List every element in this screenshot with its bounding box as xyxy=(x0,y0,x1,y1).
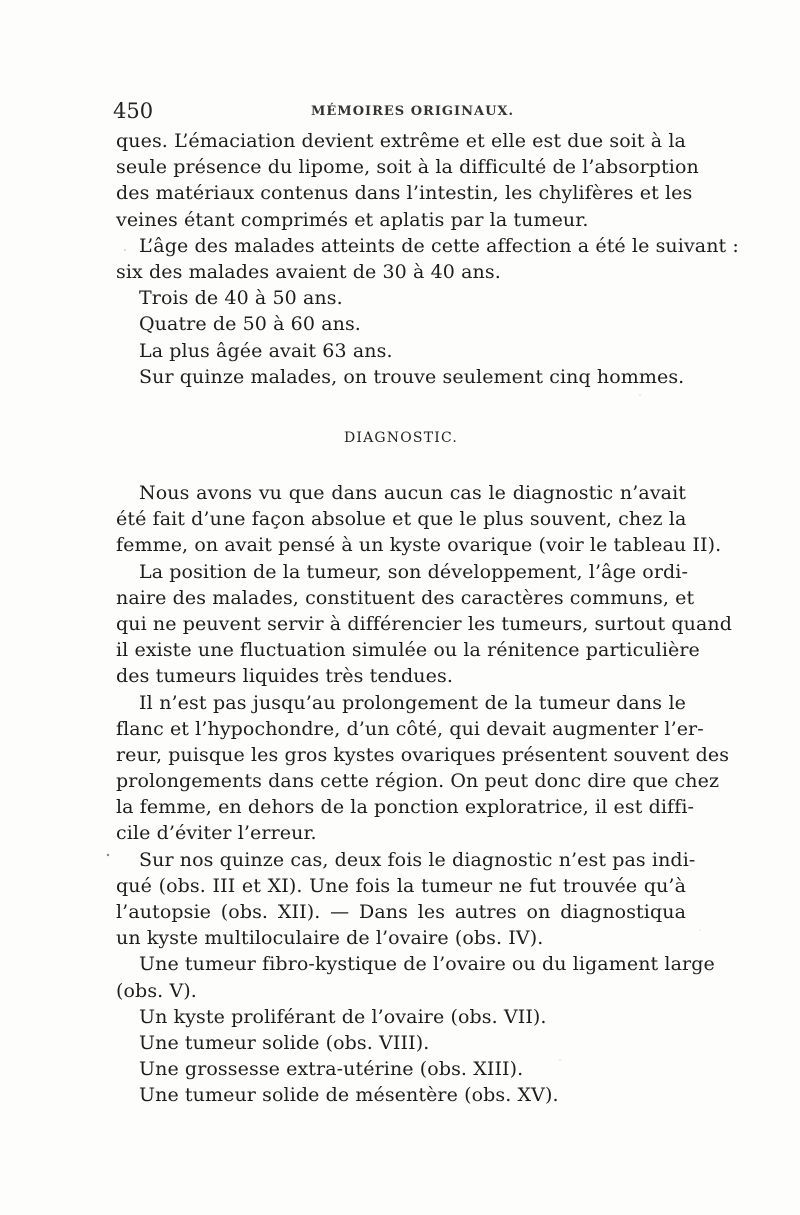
text-line: Une tumeur fibro-kystique de l’ovaire ou du ligament large xyxy=(139,953,715,976)
text-line: ques. L’émaciation devient extrême et elle est due soit à la xyxy=(116,130,686,152)
text-line: cile d’éviter l’erreur. xyxy=(116,822,317,845)
text-line: L’âge des malades atteints de cette affection a été le suivant : xyxy=(139,234,739,257)
text-line: Quatre de 50 à 60 ans. xyxy=(139,313,361,336)
text-line: Sur nos quinze cas, deux fois le diagnostic n’est pas indi- xyxy=(139,848,696,871)
text-line: il existe une fluctuation simulée ou la rénitence particulière xyxy=(116,639,700,662)
text-line: flanc et l’hypochondre, d’un côté, qui devait augmenter l’er- xyxy=(116,717,704,740)
body-text-section-1 xyxy=(116,128,739,390)
text-line: (obs. V). xyxy=(116,979,197,1002)
text-line: Nous avons vu que dans aucun cas le diagnostic n’avait xyxy=(139,482,686,504)
text-line: La position de la tumeur, son développement, l’âge ordi- xyxy=(139,560,688,583)
text-line: prolongements dans cette région. On peut donc dire que chez xyxy=(116,770,720,793)
text-line: qué (obs. III et XI). Une fois la tumeur ne fut trouvée qu’à xyxy=(116,874,686,897)
text-line: femme, on avait pensé à un kyste ovarique (voir le tableau II). xyxy=(116,534,722,557)
text-line: naire des malades, constituent des caractères communs, et xyxy=(116,586,695,609)
body-text-section-2 xyxy=(116,480,733,1109)
running-head xyxy=(113,98,688,124)
text-line: des matériaux contenus dans l’intestin, les chylifères et les xyxy=(116,182,693,205)
text-line: Une grossesse extra-utérine (obs. XIII). xyxy=(139,1058,524,1081)
text-line: Trois de 40 à 50 ans. xyxy=(139,287,343,310)
text-line: Un kyste proliférant de l’ovaire (obs. VII). xyxy=(139,1005,547,1028)
text-line: Sur quinze malades, on trouve seulement cinq hommes. xyxy=(139,365,685,388)
text-line: La plus âgée avait 63 ans. xyxy=(139,339,393,362)
text-line: seule présence du lipome, soit à la difficulté de l’absorption xyxy=(116,156,699,179)
text-line: veines étant comprimés et aplatis par la tumeur. xyxy=(116,208,589,231)
text-line: des tumeurs liquides très tendues. xyxy=(116,665,453,688)
running-title: MÉMOIRES ORIGINAUX. xyxy=(311,104,515,119)
text-line: la femme, en dehors de la ponction exploratrice, il est diffi- xyxy=(116,796,695,819)
text-line: Une tumeur solide (obs. VIII). xyxy=(139,1031,430,1054)
text-line: Une tumeur solide de mésentère (obs. XV). xyxy=(139,1084,559,1107)
text-line: l’autopsie (obs. XII). — Dans les autres on diagnostiqua xyxy=(116,901,686,923)
text-line: qui ne peuvent servir à différencier les tumeurs, surtout quand xyxy=(116,612,733,635)
section-heading-diagnostic: DIAGNOSTIC. xyxy=(343,430,459,446)
text-line: un kyste multiloculaire de l’ovaire (obs. IV). xyxy=(116,927,544,950)
text-line: été fait d’une façon absolue et que le plus souvent, chez la xyxy=(116,508,687,531)
text-line: six des malades avaient de 30 à 40 ans. xyxy=(116,260,501,283)
page-number: 450 xyxy=(113,99,154,123)
text-line: Il n’est pas jusqu’au prolongement de la tumeur dans le xyxy=(139,691,686,714)
text-line: reur, puisque les gros kystes ovariques présentent souvent des xyxy=(116,743,730,766)
